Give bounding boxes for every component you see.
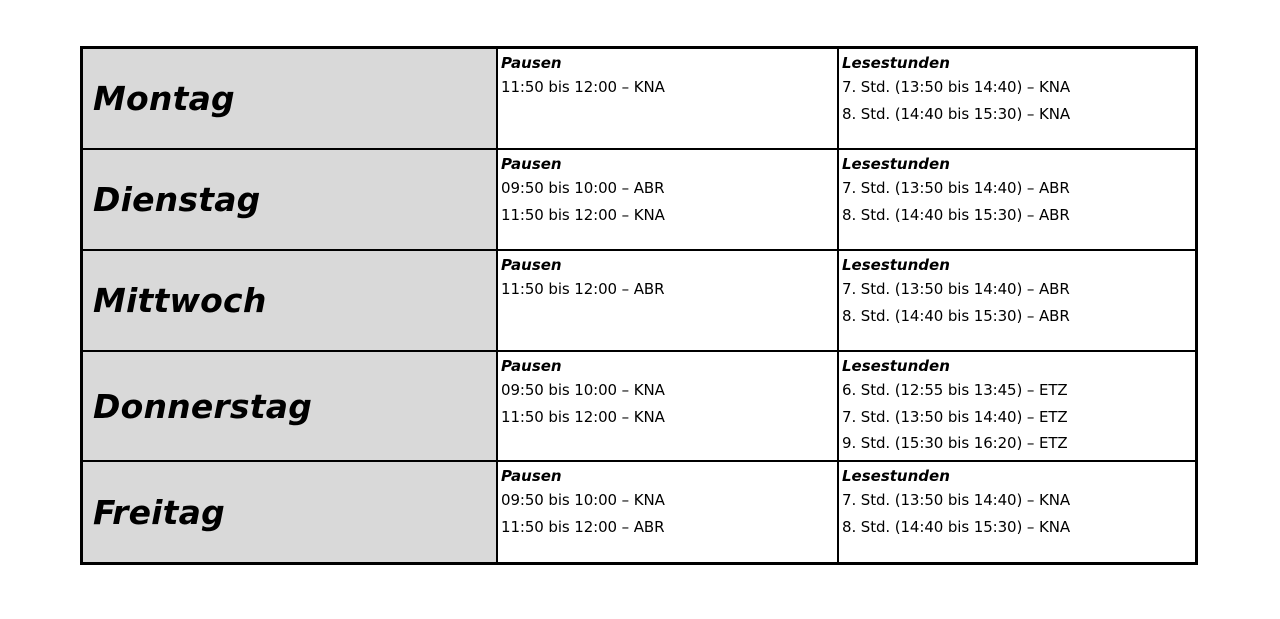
day-cell-dienstag xyxy=(83,150,498,251)
lesestunden-entry: 7. Std. (13:50 bis 14:40) – KNA xyxy=(842,78,1070,96)
pausen-cell-mittwoch xyxy=(498,251,839,352)
day-label: Donnerstag xyxy=(93,386,313,426)
lesestunden-entry: 7. Std. (13:50 bis 14:40) – ABR xyxy=(842,179,1070,197)
pausen-entry: 11:50 bis 12:00 – KNA xyxy=(501,205,665,224)
lesestunden-entry: 8. Std. (14:40 bis 15:30) – ABR xyxy=(842,306,1070,325)
pausen-heading: Pausen xyxy=(501,467,562,485)
lesestunden-heading: Lesestunden xyxy=(842,256,950,274)
lesestunden-entry: 6. Std. (12:55 bis 13:45) – ETZ xyxy=(842,381,1068,399)
lesestunden-cell-mittwoch xyxy=(839,251,1195,352)
pausen-cell-montag xyxy=(498,49,839,150)
pausen-heading: Pausen xyxy=(501,155,562,173)
lesestunden-entry: 8. Std. (14:40 bis 15:30) – KNA xyxy=(842,517,1070,536)
pausen-entry: 09:50 bis 10:00 – ABR xyxy=(501,179,665,197)
lesestunden-entry: 7. Std. (13:50 bis 14:40) – KNA xyxy=(842,491,1070,509)
pausen-entry: 11:50 bis 12:00 – KNA xyxy=(501,78,665,96)
pausen-cell-freitag xyxy=(498,462,839,562)
day-label: Mittwoch xyxy=(93,281,267,320)
pausen-heading: Pausen xyxy=(501,54,562,72)
lesestunden-entry: 9. Std. (15:30 bis 16:20) – ETZ xyxy=(842,434,1068,452)
pausen-entry: 09:50 bis 10:00 – KNA xyxy=(501,491,665,509)
lesestunden-cell-dienstag xyxy=(839,150,1195,251)
day-label: Dienstag xyxy=(93,180,261,219)
pausen-entry: 11:50 bis 12:00 – ABR xyxy=(501,517,665,536)
lesestunden-cell-donnerstag xyxy=(839,352,1195,462)
lesestunden-heading: Lesestunden xyxy=(842,54,950,72)
day-cell-donnerstag xyxy=(83,352,498,462)
pausen-entry: 11:50 bis 12:00 – KNA xyxy=(501,407,665,426)
pausen-cell-donnerstag xyxy=(498,352,839,462)
lesestunden-heading: Lesestunden xyxy=(842,155,950,173)
pausen-entry: 11:50 bis 12:00 – ABR xyxy=(501,280,665,298)
day-label: Montag xyxy=(93,79,235,118)
day-cell-montag xyxy=(83,49,498,150)
lesestunden-entry: 7. Std. (13:50 bis 14:40) – ETZ xyxy=(842,407,1068,426)
day-cell-freitag xyxy=(83,462,498,562)
day-cell-mittwoch xyxy=(83,251,498,352)
pausen-entry: 09:50 bis 10:00 – KNA xyxy=(501,381,665,399)
lesestunden-entry: 8. Std. (14:40 bis 15:30) – ABR xyxy=(842,205,1070,224)
day-label: Freitag xyxy=(93,492,225,532)
lesestunden-entry: 7. Std. (13:50 bis 14:40) – ABR xyxy=(842,280,1070,298)
pausen-heading: Pausen xyxy=(501,357,562,375)
pausen-cell-dienstag xyxy=(498,150,839,251)
lesestunden-cell-freitag xyxy=(839,462,1195,562)
lesestunden-entry: 8. Std. (14:40 bis 15:30) – KNA xyxy=(842,104,1070,123)
schedule-table xyxy=(80,46,1198,565)
lesestunden-heading: Lesestunden xyxy=(842,357,950,375)
pausen-heading: Pausen xyxy=(501,256,562,274)
lesestunden-heading: Lesestunden xyxy=(842,467,950,485)
lesestunden-cell-montag xyxy=(839,49,1195,150)
